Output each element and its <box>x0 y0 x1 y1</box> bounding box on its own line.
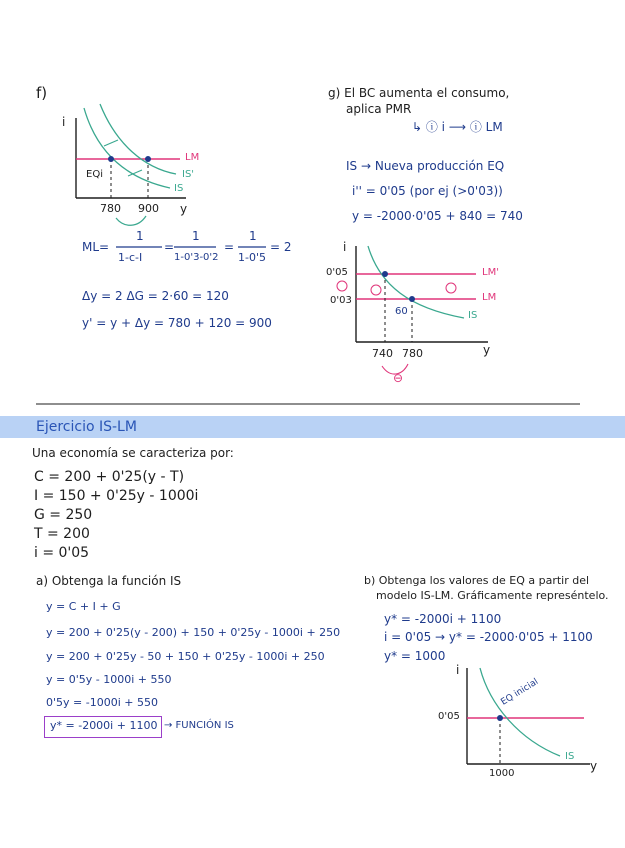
part-g-line-3: y = -2000·0'05 + 840 = 740 <box>352 209 523 223</box>
mult-den-2: 1-0'3-0'2 <box>174 252 219 263</box>
part-a-result: y* = -2000i + 1100 <box>50 719 158 732</box>
graph-f-tick-780: 780 <box>100 202 121 215</box>
exercise-banner <box>0 416 625 438</box>
graph-f-bottom-arrow <box>116 216 146 225</box>
graph-b-eq-label: EQ inicial <box>499 676 541 708</box>
multiplier-lhs: ML= <box>82 240 110 254</box>
graph-g-minus-label: ⊖ <box>393 371 404 385</box>
part-f-line-1: Δy = 2 ΔG = 2·60 = 120 <box>82 289 229 303</box>
graph-b-eq-point <box>497 715 503 721</box>
part-g-title-2: aplica PMR <box>346 102 412 116</box>
graph-g-tick-003: 0'03 <box>330 295 352 306</box>
graph-f-is1-curve <box>100 104 176 174</box>
graph-b-tick-y: 1000 <box>489 768 515 779</box>
graph-g-up-mark-3 <box>446 283 456 293</box>
graph-g-is-label: IS <box>468 310 478 321</box>
graph-g-y-label: i <box>343 240 347 254</box>
graph-b-tick-i: 0'05 <box>438 711 460 722</box>
graph-b-y-label: i <box>456 663 460 677</box>
graph-g-up-mark-2 <box>371 285 381 295</box>
part-f-label: f) <box>36 84 48 102</box>
graph-g-point-1 <box>382 271 388 277</box>
part-g-line-1: IS → Nueva producción EQ <box>346 159 505 173</box>
equation-i: I = 150 + 0'25y - 1000i <box>34 488 199 504</box>
graph-g-up-mark-1 <box>337 281 347 291</box>
graph-f-tick-900: 900 <box>138 202 159 215</box>
part-g-arrow-line: ↳ ⓘ i ⟶ ⓘ LM <box>412 120 503 134</box>
graph-f-is1-label: IS' <box>182 169 195 180</box>
graph-f-eq-point-1 <box>108 156 114 162</box>
graph-g-tick-780: 780 <box>402 347 423 360</box>
part-a-result-tag: → FUNCIÓN IS <box>164 720 234 731</box>
part-a-step-4: y = 0'5y - 1000i + 550 <box>46 673 172 686</box>
mult-result: = 2 <box>270 240 292 254</box>
graph-g-x-label: y <box>483 343 491 357</box>
graph-f-eq-point-2 <box>145 156 151 162</box>
part-g-title-1: g) El BC aumenta el consumo, <box>328 86 510 100</box>
graph-b <box>0 0 1 1</box>
part-b-title-1: b) Obtenga los valores de EQ a partir del <box>364 574 590 587</box>
part-f-line-2: y' = y + Δy = 780 + 120 = 900 <box>82 316 272 330</box>
graph-b-is-curve <box>480 668 560 756</box>
graph-f-is-label: IS <box>174 183 184 194</box>
graph-g-tick-740: 740 <box>372 347 393 360</box>
graph-b-is-label: IS <box>565 751 575 762</box>
graph-g-tick-005: 0'05 <box>326 267 348 278</box>
graph-b-x-label: y <box>590 759 598 773</box>
mult-num-2: 1 <box>192 229 200 243</box>
exercise-intro: Una economía se caracteriza por: <box>32 446 234 460</box>
equation-c: C = 200 + 0'25(y - T) <box>34 469 185 485</box>
graph-g-delta-label: 60 <box>395 306 408 317</box>
part-b-title-2: modelo IS-LM. Gráficamente represéntelo. <box>376 589 609 602</box>
mult-eq-1: = <box>164 240 175 254</box>
equation-interest: i = 0'05 <box>34 545 90 561</box>
graph-f-shift-arrow-1 <box>104 140 118 146</box>
part-b-step-3: y* = 1000 <box>384 649 446 663</box>
part-g-line-2: i'' = 0'05 (por ej (>0'03)) <box>352 184 503 198</box>
exercise-title: Ejercicio IS-LM <box>36 419 137 435</box>
mult-den-3: 1-0'5 <box>238 251 266 264</box>
mult-eq-2: = <box>224 240 235 254</box>
part-a-step-3: y = 200 + 0'25y - 50 + 150 + 0'25y - 1000i + 250 <box>46 650 325 663</box>
part-b-step-1: y* = -2000i + 1100 <box>384 612 502 626</box>
mult-num-1: 1 <box>136 229 144 243</box>
graph-f-lm-label: LM <box>185 152 200 163</box>
graph-g-lm0-label: LM <box>482 292 497 303</box>
part-a-step-5: 0'5y = -1000i + 550 <box>46 696 158 709</box>
mult-num-3: 1 <box>249 229 257 243</box>
part-b-step-2: i = 0'05 → y* = -2000·0'05 + 1100 <box>384 630 593 644</box>
graph-f-x-label: y <box>180 202 188 216</box>
equation-t: T = 200 <box>34 526 90 542</box>
part-a-title: a) Obtenga la función IS <box>36 574 182 588</box>
equation-g: G = 250 <box>34 507 93 523</box>
part-a-step-2: y = 200 + 0'25(y - 200) + 150 + 0'25y - 1000i + 250 <box>46 626 341 639</box>
graph-g-point-2 <box>409 296 415 302</box>
graph-f-eq-label: EQi <box>86 169 103 180</box>
mult-den-1: 1-c-I <box>118 251 143 264</box>
graph-f-y-label: i <box>62 115 66 129</box>
graph-g-is-curve <box>368 246 464 318</box>
part-a-step-1: y = C + I + G <box>46 600 121 613</box>
graph-g-lm1-label: LM' <box>482 267 499 278</box>
